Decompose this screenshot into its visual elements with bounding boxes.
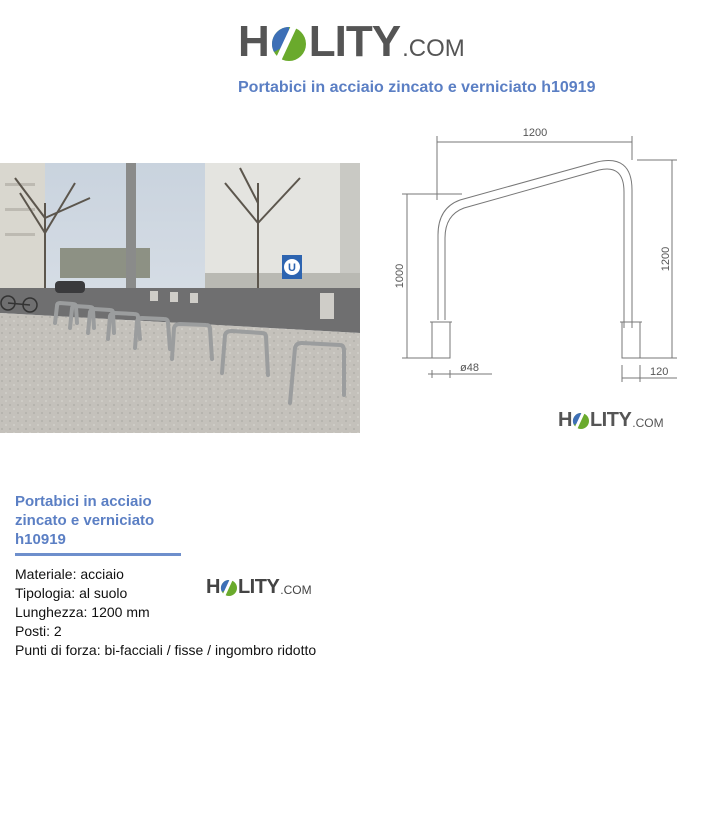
- logo-word: LITY: [308, 17, 401, 66]
- product-specs: [15, 565, 415, 660]
- logo-o-icon: [269, 20, 309, 64]
- drawing-watermark-logo: H LITY .COM: [558, 409, 664, 431]
- technical-drawing: [392, 120, 692, 390]
- logo-o-icon: [572, 410, 590, 430]
- page-subtitle: Portabici in acciaio zincato e verniciato h10919: [238, 79, 596, 96]
- photo-watermark-logo: H LITY .COM: [206, 576, 312, 598]
- holity-logo[interactable]: [238, 12, 483, 64]
- dimension-base-label: 120: [650, 366, 669, 378]
- dimension-width-label: 1200: [522, 127, 548, 139]
- logo-letter-h: H: [238, 17, 269, 66]
- metro-sign-letter: U: [288, 262, 296, 274]
- spec-material: Materiale: acciaio: [15, 566, 124, 582]
- spec-places: Posti: 2: [15, 623, 62, 639]
- spec-type: Tipologia: al suolo: [15, 585, 128, 601]
- street-scene-image: [0, 163, 360, 433]
- spec-length: Lunghezza: 1200 mm: [15, 604, 150, 620]
- title-divider: [15, 553, 181, 556]
- dimension-height-left-label: 1000: [394, 263, 406, 289]
- product-title: Portabici in acciaio zincato e verniciato h10919: [15, 493, 155, 548]
- dimension-tube-label: ø48: [460, 362, 479, 374]
- dimension-height-right-label: 1200: [660, 246, 672, 272]
- spec-strengths: Punti di forza: bi-facciali / fisse / ingombro ridotto: [15, 642, 317, 658]
- logo-suffix: .COM: [402, 35, 465, 62]
